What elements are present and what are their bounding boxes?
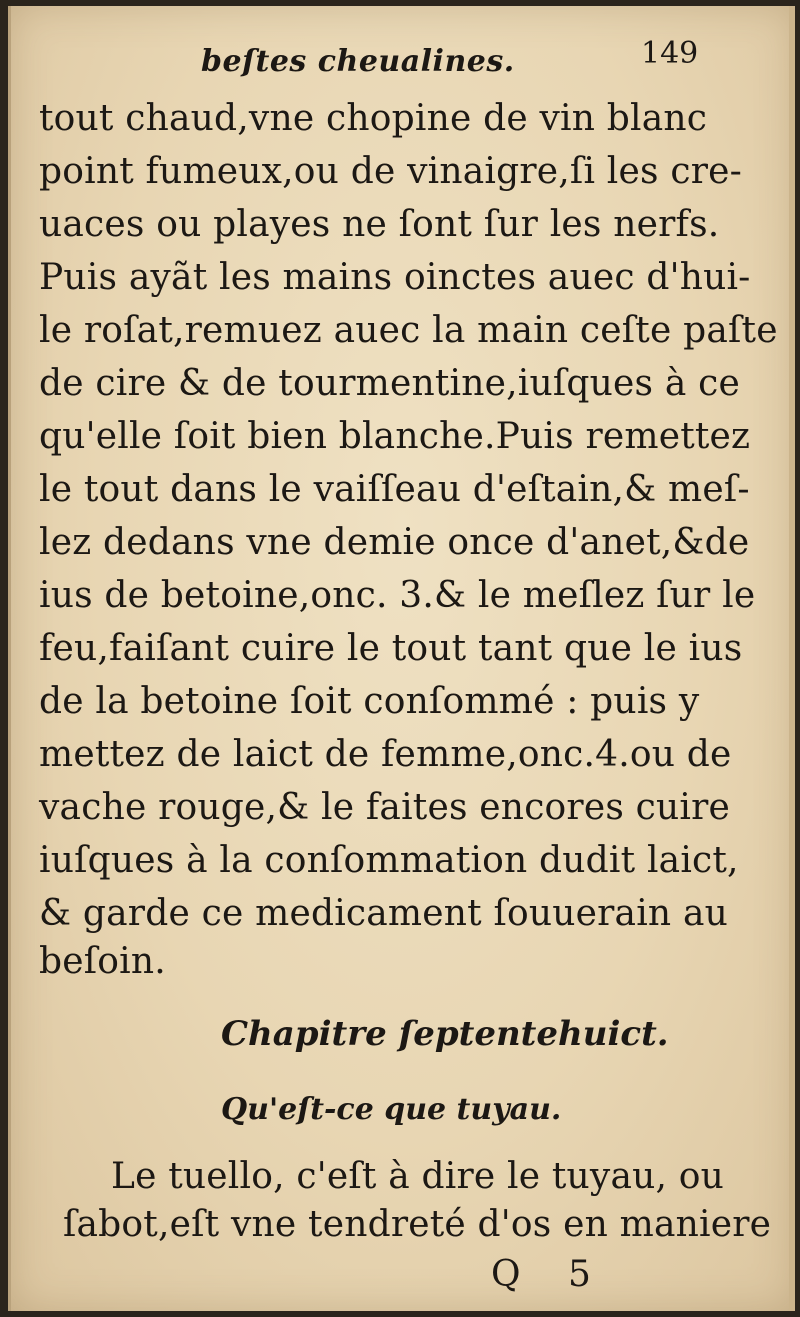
body-line: le tout dans le vaiſſeau d'eſtain,& meſ-	[39, 469, 750, 510]
page-edge	[789, 6, 795, 1311]
chapter-title: Chapitre ſeptentehuict.	[221, 1014, 669, 1054]
body-line: vache rouge,& le faites encores cuire	[39, 787, 731, 828]
body-line: iuſques à la conſommation dudit laict,	[39, 840, 739, 881]
body-line: feu,faiſant cuire le tout tant que le ius	[39, 628, 743, 669]
body-line: & garde ce medicament ſouuerain au	[39, 893, 729, 934]
section-line: Le tuello, c'eſt à dire le tuyau, ou	[111, 1156, 725, 1197]
body-line: tout chaud,vne chopine de vin blanc	[39, 98, 708, 139]
book-page	[8, 6, 795, 1311]
body-line: le roſat,remuez auec la main ceſte paſte	[39, 310, 778, 351]
body-line: Puis ayãt les mains oinctes auec d'hui-	[39, 257, 751, 298]
signature-mark: Q 5	[491, 1254, 609, 1295]
body-line: mettez de laict de femme,onc.4.ou de	[39, 734, 732, 775]
page-number: 149	[641, 36, 699, 71]
body-line: ius de betoine,onc. 3.& le meſlez ſur le	[39, 575, 756, 616]
body-line: point fumeux,ou de vinaigre,ſi les cre-	[39, 151, 742, 192]
running-head: beſtes cheualines.	[201, 44, 515, 79]
body-line: de cire & de tourmentine,iuſques à ce	[39, 363, 741, 404]
body-line: qu'elle ſoit bien blanche.Puis remettez	[39, 416, 751, 457]
body-line: de la betoine ſoit conſommé : puis y	[39, 681, 700, 722]
body-line: beſoin.	[39, 941, 166, 982]
section-line: ſabot,eſt vne tendreté d'os en maniere	[63, 1204, 772, 1245]
body-line: uaces ou playes ne ſont ſur les nerfs.	[39, 204, 720, 245]
body-line: lez dedans vne demie once d'anet,&de	[39, 522, 750, 563]
chapter-subtitle: Qu'eſt-ce que tuyau.	[221, 1092, 562, 1127]
